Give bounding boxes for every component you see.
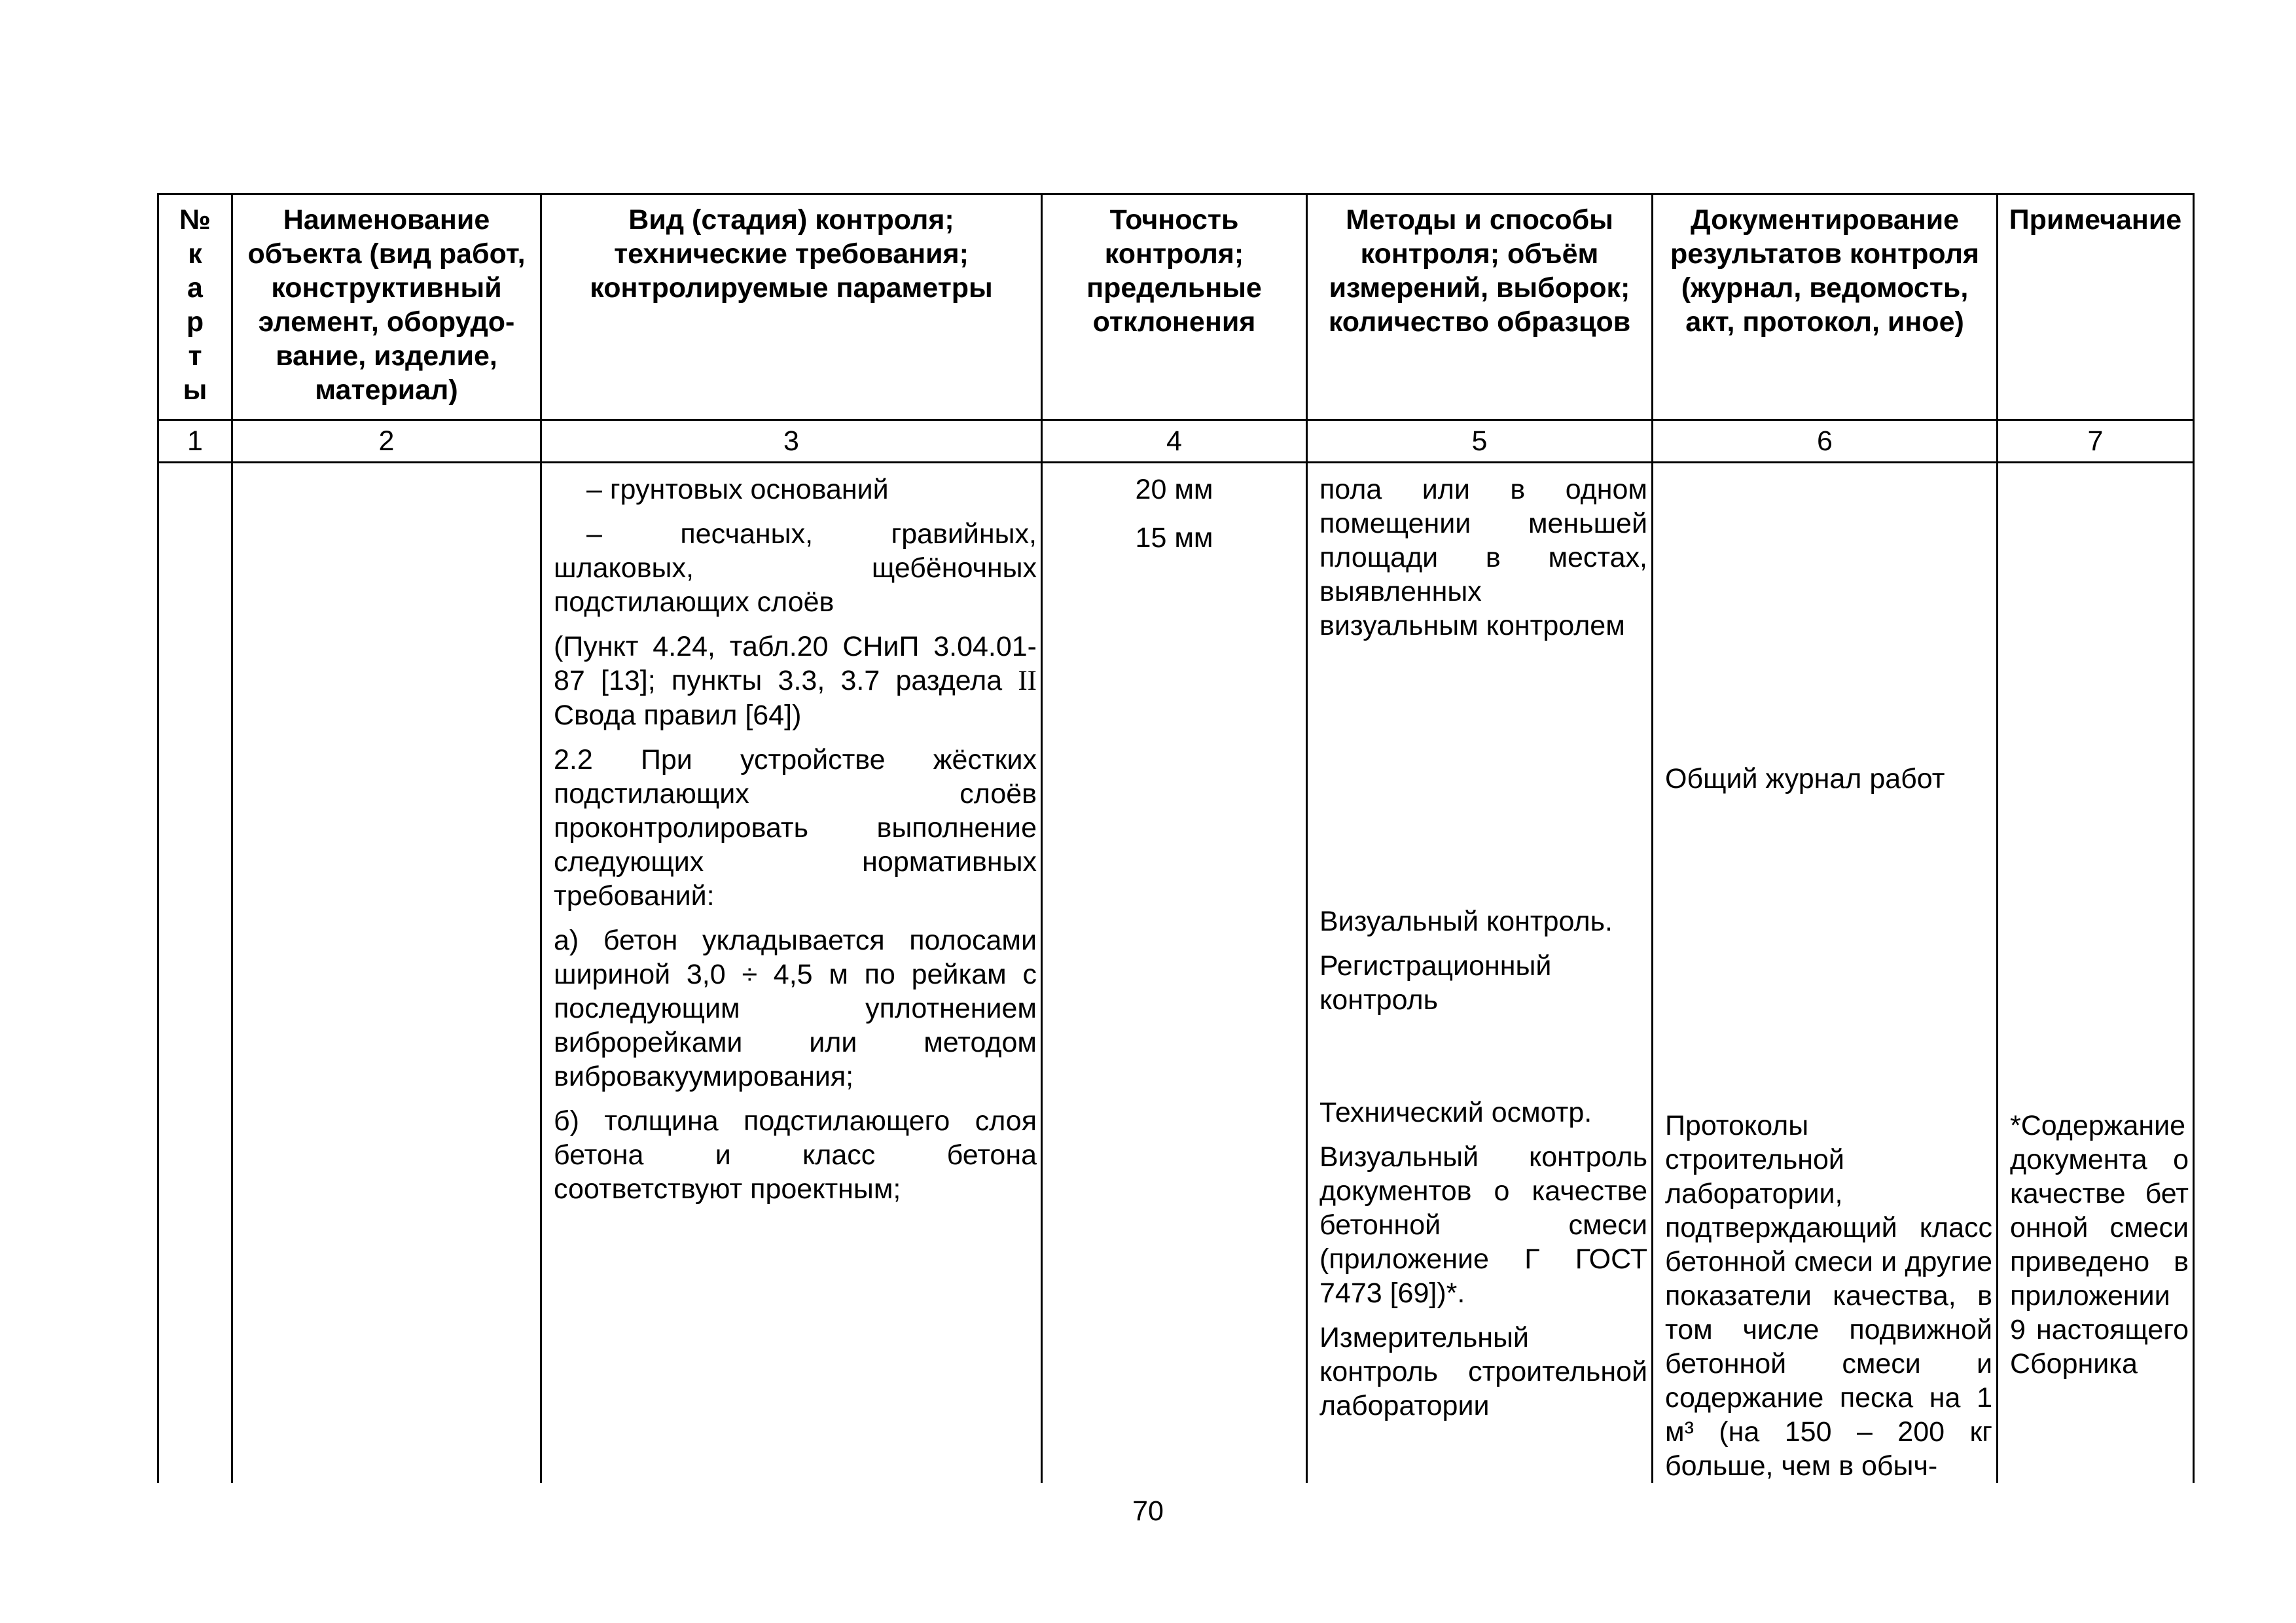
column-number: 2 bbox=[232, 420, 541, 463]
header-control-type: Вид (стадия) контроля; технические требования; контролируемые параметры bbox=[541, 194, 1042, 420]
documentation-text: Протоколы строительной лаборатории, подтверждающий класс бетонной смеси и другие показатели качества, в том числе подвижной бетонной смеси и содержание песка на 1 м³ (на 150 – 200 кг больше, чем в обыч- bbox=[1665, 1110, 1992, 1482]
column-number: 1 bbox=[158, 420, 232, 463]
requirement-item: б) толщина подстилающего слоя бетона и класс бетона соответствуют проектным; bbox=[554, 1105, 1037, 1205]
method-text: Регистрационный контроль bbox=[1319, 950, 1552, 1016]
column-number: 7 bbox=[1998, 420, 2194, 463]
requirement-item: – песчаных, гравийных, шлаковых, щебёночных подстилающих слоёв bbox=[554, 518, 1037, 618]
cell-object-name bbox=[232, 463, 541, 1484]
cell-accuracy bbox=[1042, 463, 1307, 1484]
header-documentation: Документирование результатов контроля (журнал, ведомость, акт, протокол, иное) bbox=[1653, 194, 1998, 420]
method-text: Визуальный контроль. bbox=[1319, 906, 1613, 937]
table-row bbox=[158, 463, 2194, 1484]
header-object-name: Наименование объекта (вид работ, конструктивный элемент, оборудо- вание, изделие, материал) bbox=[232, 194, 541, 420]
documentation-text: Общий журнал работ bbox=[1665, 763, 1945, 794]
requirement-item: а) бетон укладывается полосами шириной 3,0 ÷ 4,5 м по рейкам с последующим уплотнением виброрейками или методом вибровакуумирования; bbox=[554, 925, 1037, 1092]
column-number: 6 bbox=[1653, 420, 1998, 463]
column-number: 3 bbox=[541, 420, 1042, 463]
column-number: 4 bbox=[1042, 420, 1307, 463]
note-text: *Содержание документа о качестве бетонной смеси приведено в приложении 9 настоящего Сборника bbox=[2010, 1110, 2189, 1380]
column-number: 5 bbox=[1307, 420, 1653, 463]
cell-card-number bbox=[158, 463, 232, 1484]
column-number-row bbox=[158, 420, 2194, 463]
header-methods: Методы и способы контроля; объём измерений, выборок; количество образцов bbox=[1307, 194, 1653, 420]
cell-notes bbox=[1998, 463, 2194, 1484]
cell-documentation bbox=[1653, 463, 1998, 1484]
page-number: 70 bbox=[1132, 1495, 1164, 1527]
header-notes: Примечание bbox=[1998, 194, 2194, 420]
method-text: пола или в одном помещении меньшей площади в местах, выявленных визуальным контролем bbox=[1319, 474, 1647, 641]
normative-reference: (Пункт 4.24, табл.20 СНиП 3.04.01-87 [13]; пункты 3.3, 3.7 раздела II Свода правил [64]) bbox=[554, 631, 1037, 731]
tolerance-value: 20 мм bbox=[1135, 474, 1213, 505]
tolerance-value: 15 мм bbox=[1135, 522, 1213, 554]
header-card-number: № к а р т ы bbox=[158, 194, 232, 420]
requirement-item: – грунтовых оснований bbox=[586, 474, 889, 505]
method-text: Измерительный контроль строительной лаборатории bbox=[1319, 1322, 1647, 1421]
method-text: Технический осмотр. bbox=[1319, 1097, 1592, 1128]
cell-methods bbox=[1307, 463, 1653, 1484]
control-table bbox=[157, 193, 2195, 1483]
method-text: Визуальный контроль документов о качестве бетонной смеси (приложение Г ГОСТ 7473 [69])*. bbox=[1319, 1141, 1647, 1309]
requirement-paragraph: 2.2 При устройстве жёстких подстилающих слоёв проконтролировать выполнение следующих нормативных требований: bbox=[554, 744, 1037, 912]
cell-control-requirements bbox=[541, 463, 1042, 1484]
header-row bbox=[158, 194, 2194, 420]
header-accuracy: Точность контроля; предельные отклонения bbox=[1042, 194, 1307, 420]
